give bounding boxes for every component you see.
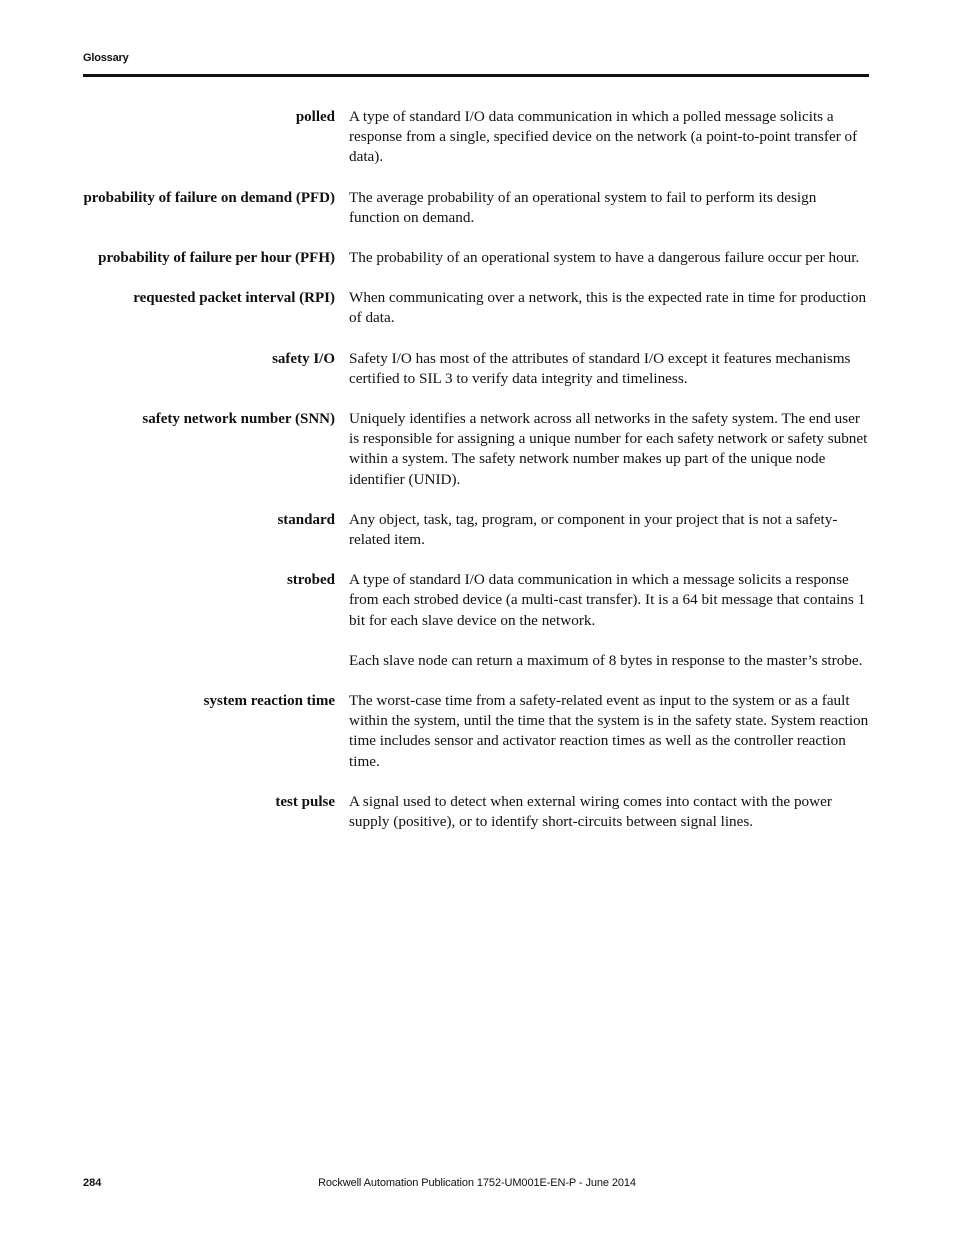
glossary-entry xyxy=(83,691,869,772)
glossary-entry xyxy=(83,349,869,389)
glossary-entry xyxy=(83,570,869,671)
glossary-term: system reaction time xyxy=(203,693,335,710)
glossary-definition xyxy=(349,570,869,671)
glossary-entry xyxy=(83,248,869,268)
glossary-entry xyxy=(83,792,869,832)
definition-paragraph: A type of standard I/O data communication in which a polled message solicits a response from a single, specified device on the network (a point-to-point transfer of data). xyxy=(349,108,858,166)
definition-paragraph: The worst-case time from a safety-related event as input to the system or as a fault within the system, until the time that the system is in the safety state. System reaction time includes sensor and activator reaction times as well as the controller reaction time. xyxy=(349,692,869,770)
glossary-term: safety network number (SNN) xyxy=(142,411,335,428)
glossary-term: safety I/O xyxy=(272,350,335,367)
definition-paragraph: A signal used to detect when external wiring comes into contact with the power supply (positive), or to identify short-circuits between signal lines. xyxy=(349,792,832,831)
glossary-definition xyxy=(349,691,869,772)
page-number: 284 xyxy=(83,1177,102,1189)
definition-paragraph: Each slave node can return a maximum of 8 bytes in response to the master’s strobe. xyxy=(349,651,863,669)
definition-paragraph: When communicating over a network, this is the expected rate in time for production of data. xyxy=(349,289,867,327)
header-rule xyxy=(83,74,869,77)
glossary-definition xyxy=(349,188,869,228)
glossary-entry xyxy=(83,510,869,550)
glossary-entry xyxy=(83,409,869,490)
running-header: Glossary xyxy=(83,52,129,64)
glossary-definition xyxy=(349,510,869,550)
glossary-term: probability of failure on demand (PFD) xyxy=(83,189,335,206)
glossary-definition xyxy=(349,792,869,832)
definition-paragraph: A type of standard I/O data communication in which a message solicits a response from each strobed device (a multi-cast transfer). It is a 64 bit message that contains 1 bit for each slave device on the network. xyxy=(349,571,866,629)
glossary-definition xyxy=(349,409,869,490)
glossary-definition xyxy=(349,288,869,328)
publication-info: Rockwell Automation Publication 1752-UM001E-EN-P - June 2014 xyxy=(318,1177,636,1189)
glossary-term: polled xyxy=(295,109,335,125)
definition-paragraph: The average probability of an operational system to fail to perform its design function on demand. xyxy=(349,188,817,226)
glossary-term: test pulse xyxy=(275,793,335,810)
glossary-definition xyxy=(349,107,869,168)
glossary-definition xyxy=(349,349,869,389)
glossary-term: probability of failure per hour (PFH) xyxy=(98,250,335,267)
glossary-definition xyxy=(349,248,869,268)
glossary-term: standard xyxy=(277,511,335,528)
definition-paragraph: The probability of an operational system to have a dangerous failure occur per hour. xyxy=(349,249,860,267)
glossary-entry xyxy=(83,107,869,168)
definition-paragraph: Uniquely identifies a network across all networks in the safety system. The end user is responsible for assigning a unique number for each safety network or safety subnet within a system. The safety network number makes up part of the unique node identifier (UNID). xyxy=(349,410,868,488)
glossary-term: requested packet interval (RPI) xyxy=(133,290,335,307)
definition-paragraph: Any object, task, tag, program, or component in your project that is not a safety-related item. xyxy=(349,510,838,549)
glossary-entry xyxy=(83,188,869,228)
glossary-term: strobed xyxy=(286,572,335,589)
glossary-list xyxy=(83,107,869,852)
glossary-entry xyxy=(83,288,869,328)
definition-paragraph: Safety I/O has most of the attributes of standard I/O except it features mechanisms certified to SIL 3 to verify data integrity and timeliness. xyxy=(349,349,851,387)
